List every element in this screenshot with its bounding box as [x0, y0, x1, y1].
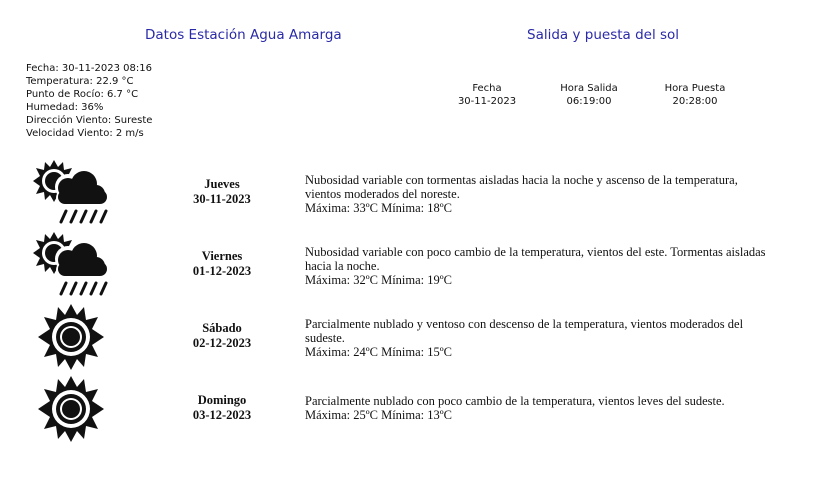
- station-temperature: Temperatura: 22.9 °C: [26, 76, 134, 87]
- sun-cloud-rain-icon: [30, 231, 112, 299]
- forecast-description-text: Parcialmente nublado con poco cambio de la temperatura, vientos leves del sudeste.: [305, 394, 725, 408]
- sun-date-label: Fecha: [472, 83, 502, 94]
- sun-icon: [30, 375, 112, 443]
- station-title: Datos Estación Agua Amarga: [145, 27, 342, 43]
- sun-section-title: Salida y puesta del sol: [527, 27, 680, 43]
- forecast-description-text: Nubosidad variable con poco cambio de la temperatura, vientos del este. Tormentas aisladas hacia la noche.: [305, 245, 766, 273]
- station-wind-direction: Dirección Viento: Sureste: [26, 115, 153, 126]
- forecast-day: [172, 249, 272, 279]
- forecast-temperatures: Máxima: 32ºC Mínima: 19ºC: [305, 273, 452, 287]
- sun-cloud-rain-icon: [30, 159, 112, 227]
- forecast-day: [172, 321, 272, 351]
- forecast-temperatures: Máxima: 33ºC Mínima: 18ºC: [305, 201, 452, 215]
- sunset-column: [635, 82, 755, 108]
- station-wind-speed: Velocidad Viento: 2 m/s: [26, 128, 144, 139]
- forecast-description: [305, 173, 775, 215]
- forecast-day-name: Domingo: [197, 393, 247, 407]
- sunrise-label: Hora Salida: [560, 83, 618, 94]
- forecast-description: [305, 394, 775, 422]
- sunrise-value: 06:19:00: [566, 96, 612, 107]
- forecast-day-name: Jueves: [204, 177, 240, 191]
- sunrise-column: [529, 82, 649, 108]
- station-dew-point: Punto de Rocío: 6.7 °C: [26, 89, 139, 100]
- station-date: Fecha: 30-11-2023 08:16: [26, 63, 152, 74]
- sun-icon: [30, 303, 112, 371]
- forecast-day-name: Viernes: [201, 249, 243, 263]
- forecast-row: [0, 301, 824, 373]
- forecast-day: [172, 393, 272, 423]
- forecast-row: [0, 229, 824, 301]
- station-humidity: Humedad: 36%: [26, 102, 104, 113]
- sun-date-value: 30-11-2023: [457, 96, 517, 107]
- forecast-description: [305, 245, 775, 287]
- forecast-row: [0, 373, 824, 445]
- forecast-description: [305, 317, 775, 359]
- forecast-row: [0, 157, 824, 229]
- forecast-day-date: 01-12-2023: [192, 264, 252, 278]
- forecast-description-text: Parcialmente nublado y ventoso con descenso de la temperatura, vientos moderados del sudeste.: [305, 317, 744, 345]
- forecast-temperatures: Máxima: 25ºC Mínima: 13ºC: [305, 408, 452, 422]
- forecast-day-name: Sábado: [202, 321, 242, 335]
- forecast-day-date: 03-12-2023: [192, 408, 252, 422]
- forecast-day: [172, 177, 272, 207]
- forecast-temperatures: Máxima: 24ºC Mínima: 15ºC: [305, 345, 452, 359]
- forecast-day-date: 30-11-2023: [193, 192, 251, 206]
- forecast-description-text: Nubosidad variable con tormentas aisladas hacia la noche y ascenso de la temperatura, vientos moderados del noreste.: [305, 173, 738, 201]
- forecast-day-date: 02-12-2023: [192, 336, 252, 350]
- sunset-label: Hora Puesta: [664, 83, 726, 94]
- station-data: [26, 62, 152, 140]
- sunset-value: 20:28:00: [672, 96, 718, 107]
